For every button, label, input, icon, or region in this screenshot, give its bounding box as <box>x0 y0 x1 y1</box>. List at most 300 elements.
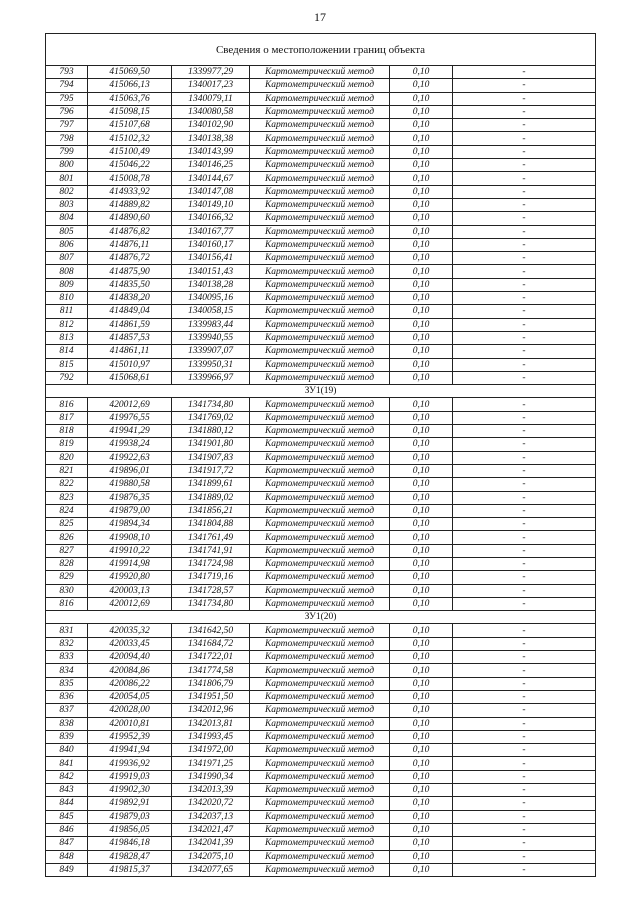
description-cell: - <box>453 79 596 92</box>
accuracy-cell: 0,10 <box>390 292 453 305</box>
accuracy-cell: 0,10 <box>390 331 453 344</box>
point-number-cell: 795 <box>46 92 88 105</box>
coord-x-cell: 415008,78 <box>88 172 172 185</box>
coord-x-cell: 420035,32 <box>88 624 172 637</box>
coord-x-cell: 420094,40 <box>88 651 172 664</box>
coord-y-cell: 1340079,11 <box>172 92 250 105</box>
method-cell: Картометрический метод <box>250 571 390 584</box>
description-cell: - <box>453 159 596 172</box>
coord-x-cell: 419876,35 <box>88 491 172 504</box>
coord-x-cell: 415046,22 <box>88 159 172 172</box>
method-cell: Картометрический метод <box>250 823 390 836</box>
table-row <box>46 624 596 637</box>
coord-y-cell: 1339940,55 <box>172 331 250 344</box>
table-row <box>46 504 596 517</box>
coord-y-cell: 1341889,02 <box>172 491 250 504</box>
point-number-cell: 816 <box>46 398 88 411</box>
point-number-cell: 804 <box>46 212 88 225</box>
method-cell: Картометрический метод <box>250 145 390 158</box>
description-cell: - <box>453 225 596 238</box>
coord-x-cell: 414857,53 <box>88 331 172 344</box>
point-number-cell: 800 <box>46 159 88 172</box>
description-cell: - <box>453 823 596 836</box>
accuracy-cell: 0,10 <box>390 557 453 570</box>
method-cell: Картометрический метод <box>250 464 390 477</box>
method-cell: Картометрический метод <box>250 425 390 438</box>
coord-x-cell: 420084,86 <box>88 664 172 677</box>
point-number-cell: 834 <box>46 664 88 677</box>
section-row <box>46 385 596 398</box>
description-cell: - <box>453 664 596 677</box>
accuracy-cell: 0,10 <box>390 744 453 757</box>
description-cell: - <box>453 265 596 278</box>
description-cell: - <box>453 491 596 504</box>
coord-x-cell: 419896,01 <box>88 464 172 477</box>
accuracy-cell: 0,10 <box>390 784 453 797</box>
table-row <box>46 651 596 664</box>
point-number-cell: 806 <box>46 238 88 251</box>
accuracy-cell: 0,10 <box>390 850 453 863</box>
description-cell: - <box>453 451 596 464</box>
coord-y-cell: 1341806,79 <box>172 677 250 690</box>
table-row <box>46 810 596 823</box>
table-row <box>46 305 596 318</box>
coord-x-cell: 415107,68 <box>88 119 172 132</box>
point-number-cell: 792 <box>46 371 88 384</box>
coord-x-cell: 415068,61 <box>88 371 172 384</box>
coord-y-cell: 1341901,80 <box>172 438 250 451</box>
point-number-cell: 811 <box>46 305 88 318</box>
description-cell: - <box>453 557 596 570</box>
description-cell: - <box>453 837 596 850</box>
table-row <box>46 331 596 344</box>
coord-x-cell: 420012,69 <box>88 597 172 610</box>
description-cell: - <box>453 571 596 584</box>
description-cell: - <box>453 784 596 797</box>
description-cell: - <box>453 119 596 132</box>
accuracy-cell: 0,10 <box>390 571 453 584</box>
coord-x-cell: 419815,37 <box>88 863 172 876</box>
description-cell: - <box>453 544 596 557</box>
coord-y-cell: 1341971,25 <box>172 757 250 770</box>
coord-y-cell: 1341774,58 <box>172 664 250 677</box>
coord-x-cell: 420010,81 <box>88 717 172 730</box>
coord-x-cell: 419919,03 <box>88 770 172 783</box>
accuracy-cell: 0,10 <box>390 265 453 278</box>
accuracy-cell: 0,10 <box>390 518 453 531</box>
coord-y-cell: 1341722,01 <box>172 651 250 664</box>
coord-x-cell: 414876,11 <box>88 238 172 251</box>
coord-y-cell: 1341804,88 <box>172 518 250 531</box>
table-row <box>46 677 596 690</box>
table-row <box>46 584 596 597</box>
coord-x-cell: 414861,11 <box>88 345 172 358</box>
accuracy-cell: 0,10 <box>390 757 453 770</box>
accuracy-cell: 0,10 <box>390 425 453 438</box>
method-cell: Картометрический метод <box>250 132 390 145</box>
point-number-cell: 828 <box>46 557 88 570</box>
coord-y-cell: 1341734,80 <box>172 398 250 411</box>
accuracy-cell: 0,10 <box>390 717 453 730</box>
coord-x-cell: 420003,13 <box>88 584 172 597</box>
coord-y-cell: 1340080,58 <box>172 105 250 118</box>
description-cell: - <box>453 464 596 477</box>
accuracy-cell: 0,10 <box>390 637 453 650</box>
point-number-cell: 798 <box>46 132 88 145</box>
table-row <box>46 225 596 238</box>
point-number-cell: 843 <box>46 784 88 797</box>
table-row <box>46 172 596 185</box>
point-number-cell: 801 <box>46 172 88 185</box>
description-cell: - <box>453 850 596 863</box>
method-cell: Картометрический метод <box>250 212 390 225</box>
coord-x-cell: 415100,49 <box>88 145 172 158</box>
point-number-cell: 793 <box>46 66 88 79</box>
coord-x-cell: 415098,15 <box>88 105 172 118</box>
description-cell: - <box>453 278 596 291</box>
accuracy-cell: 0,10 <box>390 358 453 371</box>
table-row <box>46 318 596 331</box>
coord-x-cell: 420054,05 <box>88 690 172 703</box>
point-number-cell: 840 <box>46 744 88 757</box>
description-cell: - <box>453 92 596 105</box>
coord-y-cell: 1342075,10 <box>172 850 250 863</box>
accuracy-cell: 0,10 <box>390 837 453 850</box>
description-cell: - <box>453 757 596 770</box>
coord-y-cell: 1342037,13 <box>172 810 250 823</box>
table-row <box>46 398 596 411</box>
description-cell: - <box>453 371 596 384</box>
point-number-cell: 810 <box>46 292 88 305</box>
accuracy-cell: 0,10 <box>390 438 453 451</box>
accuracy-cell: 0,10 <box>390 172 453 185</box>
description-cell: - <box>453 744 596 757</box>
coord-x-cell: 414890,60 <box>88 212 172 225</box>
coord-x-cell: 419902,30 <box>88 784 172 797</box>
table-row <box>46 411 596 424</box>
accuracy-cell: 0,10 <box>390 66 453 79</box>
description-cell: - <box>453 651 596 664</box>
description-cell: - <box>453 345 596 358</box>
method-cell: Картометрический метод <box>250 305 390 318</box>
method-cell: Картометрический метод <box>250 624 390 637</box>
table-row <box>46 451 596 464</box>
coord-y-cell: 1341990,34 <box>172 770 250 783</box>
method-cell: Картометрический метод <box>250 92 390 105</box>
accuracy-cell: 0,10 <box>390 677 453 690</box>
method-cell: Картометрический метод <box>250 238 390 251</box>
table-row <box>46 491 596 504</box>
table-row <box>46 704 596 717</box>
point-number-cell: 823 <box>46 491 88 504</box>
coord-y-cell: 1342012,96 <box>172 704 250 717</box>
description-cell: - <box>453 318 596 331</box>
description-cell: - <box>453 518 596 531</box>
point-number-cell: 844 <box>46 797 88 810</box>
accuracy-cell: 0,10 <box>390 451 453 464</box>
section-label: ЗУ1(19) <box>46 385 596 398</box>
coord-x-cell: 419856,05 <box>88 823 172 836</box>
coord-x-cell: 414861,59 <box>88 318 172 331</box>
point-number-cell: 846 <box>46 823 88 836</box>
description-cell: - <box>453 717 596 730</box>
method-cell: Картометрический метод <box>250 797 390 810</box>
coord-x-cell: 415066,13 <box>88 79 172 92</box>
method-cell: Картометрический метод <box>250 518 390 531</box>
description-cell: - <box>453 677 596 690</box>
method-cell: Картометрический метод <box>250 265 390 278</box>
table-row <box>46 863 596 876</box>
coord-x-cell: 419941,29 <box>88 425 172 438</box>
accuracy-cell: 0,10 <box>390 730 453 743</box>
point-number-cell: 841 <box>46 757 88 770</box>
point-number-cell: 799 <box>46 145 88 158</box>
point-number-cell: 820 <box>46 451 88 464</box>
accuracy-cell: 0,10 <box>390 398 453 411</box>
point-number-cell: 822 <box>46 478 88 491</box>
point-number-cell: 824 <box>46 504 88 517</box>
point-number-cell: 837 <box>46 704 88 717</box>
coord-y-cell: 1339977,29 <box>172 66 250 79</box>
coord-y-cell: 1340143,99 <box>172 145 250 158</box>
coord-y-cell: 1342020,72 <box>172 797 250 810</box>
description-cell: - <box>453 597 596 610</box>
coord-x-cell: 419879,00 <box>88 504 172 517</box>
point-number-cell: 817 <box>46 411 88 424</box>
table-row <box>46 770 596 783</box>
table-row <box>46 690 596 703</box>
method-cell: Картометрический метод <box>250 664 390 677</box>
point-number-cell: 813 <box>46 331 88 344</box>
point-number-cell: 819 <box>46 438 88 451</box>
point-number-cell: 835 <box>46 677 88 690</box>
method-cell: Картометрический метод <box>250 784 390 797</box>
point-number-cell: 803 <box>46 198 88 211</box>
coord-x-cell: 414889,82 <box>88 198 172 211</box>
coord-y-cell: 1339966,97 <box>172 371 250 384</box>
point-number-cell: 838 <box>46 717 88 730</box>
coord-x-cell: 419936,92 <box>88 757 172 770</box>
point-number-cell: 826 <box>46 531 88 544</box>
accuracy-cell: 0,10 <box>390 119 453 132</box>
method-cell: Картометрический метод <box>250 66 390 79</box>
coord-x-cell: 419976,55 <box>88 411 172 424</box>
accuracy-cell: 0,10 <box>390 863 453 876</box>
method-cell: Картометрический метод <box>250 225 390 238</box>
table-row <box>46 371 596 384</box>
accuracy-cell: 0,10 <box>390 544 453 557</box>
page-number: 17 <box>314 10 326 24</box>
method-cell: Картометрический метод <box>250 744 390 757</box>
table-row <box>46 265 596 278</box>
table-row <box>46 717 596 730</box>
coord-y-cell: 1341734,80 <box>172 597 250 610</box>
method-cell: Картометрический метод <box>250 358 390 371</box>
coord-x-cell: 419880,58 <box>88 478 172 491</box>
description-cell: - <box>453 624 596 637</box>
accuracy-cell: 0,10 <box>390 690 453 703</box>
method-cell: Картометрический метод <box>250 730 390 743</box>
table-row <box>46 159 596 172</box>
method-cell: Картометрический метод <box>250 411 390 424</box>
description-cell: - <box>453 584 596 597</box>
point-number-cell: 848 <box>46 850 88 863</box>
description-cell: - <box>453 770 596 783</box>
method-cell: Картометрический метод <box>250 478 390 491</box>
accuracy-cell: 0,10 <box>390 212 453 225</box>
coord-y-cell: 1339950,31 <box>172 358 250 371</box>
point-number-cell: 847 <box>46 837 88 850</box>
coord-y-cell: 1339983,44 <box>172 318 250 331</box>
point-number-cell: 845 <box>46 810 88 823</box>
point-number-cell: 802 <box>46 185 88 198</box>
table-row <box>46 571 596 584</box>
description-cell: - <box>453 292 596 305</box>
table-row <box>46 185 596 198</box>
coord-y-cell: 1340102,90 <box>172 119 250 132</box>
description-cell: - <box>453 438 596 451</box>
accuracy-cell: 0,10 <box>390 145 453 158</box>
coord-y-cell: 1341917,72 <box>172 464 250 477</box>
accuracy-cell: 0,10 <box>390 531 453 544</box>
coord-y-cell: 1340147,08 <box>172 185 250 198</box>
coord-x-cell: 419908,10 <box>88 531 172 544</box>
description-cell: - <box>453 690 596 703</box>
coord-y-cell: 1341951,50 <box>172 690 250 703</box>
coord-x-cell: 419846,18 <box>88 837 172 850</box>
description-cell: - <box>453 411 596 424</box>
method-cell: Картометрический метод <box>250 292 390 305</box>
coord-x-cell: 419914,98 <box>88 557 172 570</box>
method-cell: Картометрический метод <box>250 757 390 770</box>
table-row <box>46 358 596 371</box>
coord-x-cell: 419938,24 <box>88 438 172 451</box>
table-row <box>46 850 596 863</box>
description-cell: - <box>453 132 596 145</box>
accuracy-cell: 0,10 <box>390 651 453 664</box>
table-row <box>46 544 596 557</box>
accuracy-cell: 0,10 <box>390 105 453 118</box>
coord-x-cell: 419920,80 <box>88 571 172 584</box>
point-number-cell: 815 <box>46 358 88 371</box>
point-number-cell: 832 <box>46 637 88 650</box>
coord-y-cell: 1341741,91 <box>172 544 250 557</box>
point-number-cell: 818 <box>46 425 88 438</box>
table-row <box>46 79 596 92</box>
coord-y-cell: 1341907,83 <box>172 451 250 464</box>
coord-x-cell: 415010,97 <box>88 358 172 371</box>
coord-x-cell: 415063,76 <box>88 92 172 105</box>
point-number-cell: 831 <box>46 624 88 637</box>
coord-y-cell: 1341899,61 <box>172 478 250 491</box>
method-cell: Картометрический метод <box>250 331 390 344</box>
coord-y-cell: 1341761,49 <box>172 531 250 544</box>
method-cell: Картометрический метод <box>250 119 390 132</box>
coord-y-cell: 1342013,81 <box>172 717 250 730</box>
coord-y-cell: 1342013,39 <box>172 784 250 797</box>
method-cell: Картометрический метод <box>250 278 390 291</box>
table-row <box>46 105 596 118</box>
description-cell: - <box>453 478 596 491</box>
coord-x-cell: 415069,50 <box>88 66 172 79</box>
accuracy-cell: 0,10 <box>390 464 453 477</box>
method-cell: Картометрический метод <box>250 345 390 358</box>
point-number-cell: 825 <box>46 518 88 531</box>
method-cell: Картометрический метод <box>250 105 390 118</box>
coord-x-cell: 419828,47 <box>88 850 172 863</box>
accuracy-cell: 0,10 <box>390 664 453 677</box>
accuracy-cell: 0,10 <box>390 797 453 810</box>
coord-y-cell: 1339907,07 <box>172 345 250 358</box>
description-cell: - <box>453 212 596 225</box>
method-cell: Картометрический метод <box>250 491 390 504</box>
accuracy-cell: 0,10 <box>390 704 453 717</box>
accuracy-cell: 0,10 <box>390 159 453 172</box>
coord-y-cell: 1341993,45 <box>172 730 250 743</box>
accuracy-cell: 0,10 <box>390 185 453 198</box>
accuracy-cell: 0,10 <box>390 305 453 318</box>
coord-x-cell: 415102,32 <box>88 132 172 145</box>
coord-x-cell: 420086,22 <box>88 677 172 690</box>
coord-y-cell: 1340017,23 <box>172 79 250 92</box>
coord-y-cell: 1341880,12 <box>172 425 250 438</box>
description-cell: - <box>453 504 596 517</box>
coord-x-cell: 414876,82 <box>88 225 172 238</box>
coord-y-cell: 1342041,39 <box>172 837 250 850</box>
table-row <box>46 345 596 358</box>
coord-y-cell: 1340138,28 <box>172 278 250 291</box>
table-title: Сведения о местоположении границ объекта <box>46 34 596 66</box>
coord-x-cell: 419892,91 <box>88 797 172 810</box>
coord-y-cell: 1341684,72 <box>172 637 250 650</box>
table-row <box>46 744 596 757</box>
method-cell: Картометрический метод <box>250 637 390 650</box>
method-cell: Картометрический метод <box>250 398 390 411</box>
accuracy-cell: 0,10 <box>390 584 453 597</box>
coord-y-cell: 1340156,41 <box>172 252 250 265</box>
coord-x-cell: 419952,39 <box>88 730 172 743</box>
point-number-cell: 849 <box>46 863 88 876</box>
point-number-cell: 797 <box>46 119 88 132</box>
table-row <box>46 92 596 105</box>
description-cell: - <box>453 305 596 318</box>
method-cell: Картометрический метод <box>250 318 390 331</box>
table-row <box>46 531 596 544</box>
section-row <box>46 611 596 624</box>
accuracy-cell: 0,10 <box>390 491 453 504</box>
accuracy-cell: 0,10 <box>390 504 453 517</box>
method-cell: Картометрический метод <box>250 159 390 172</box>
method-cell: Картометрический метод <box>250 557 390 570</box>
accuracy-cell: 0,10 <box>390 345 453 358</box>
description-cell: - <box>453 637 596 650</box>
boundary-coordinates-document <box>45 33 595 877</box>
accuracy-cell: 0,10 <box>390 92 453 105</box>
coord-x-cell: 414835,50 <box>88 278 172 291</box>
accuracy-cell: 0,10 <box>390 597 453 610</box>
coord-y-cell: 1341856,21 <box>172 504 250 517</box>
method-cell: Картометрический метод <box>250 704 390 717</box>
coord-x-cell: 414875,90 <box>88 265 172 278</box>
point-number-cell: 816 <box>46 597 88 610</box>
table-row <box>46 278 596 291</box>
method-cell: Картометрический метод <box>250 770 390 783</box>
method-cell: Картометрический метод <box>250 79 390 92</box>
table-row <box>46 557 596 570</box>
method-cell: Картометрический метод <box>250 837 390 850</box>
coord-y-cell: 1342077,65 <box>172 863 250 876</box>
coord-y-cell: 1340058,15 <box>172 305 250 318</box>
